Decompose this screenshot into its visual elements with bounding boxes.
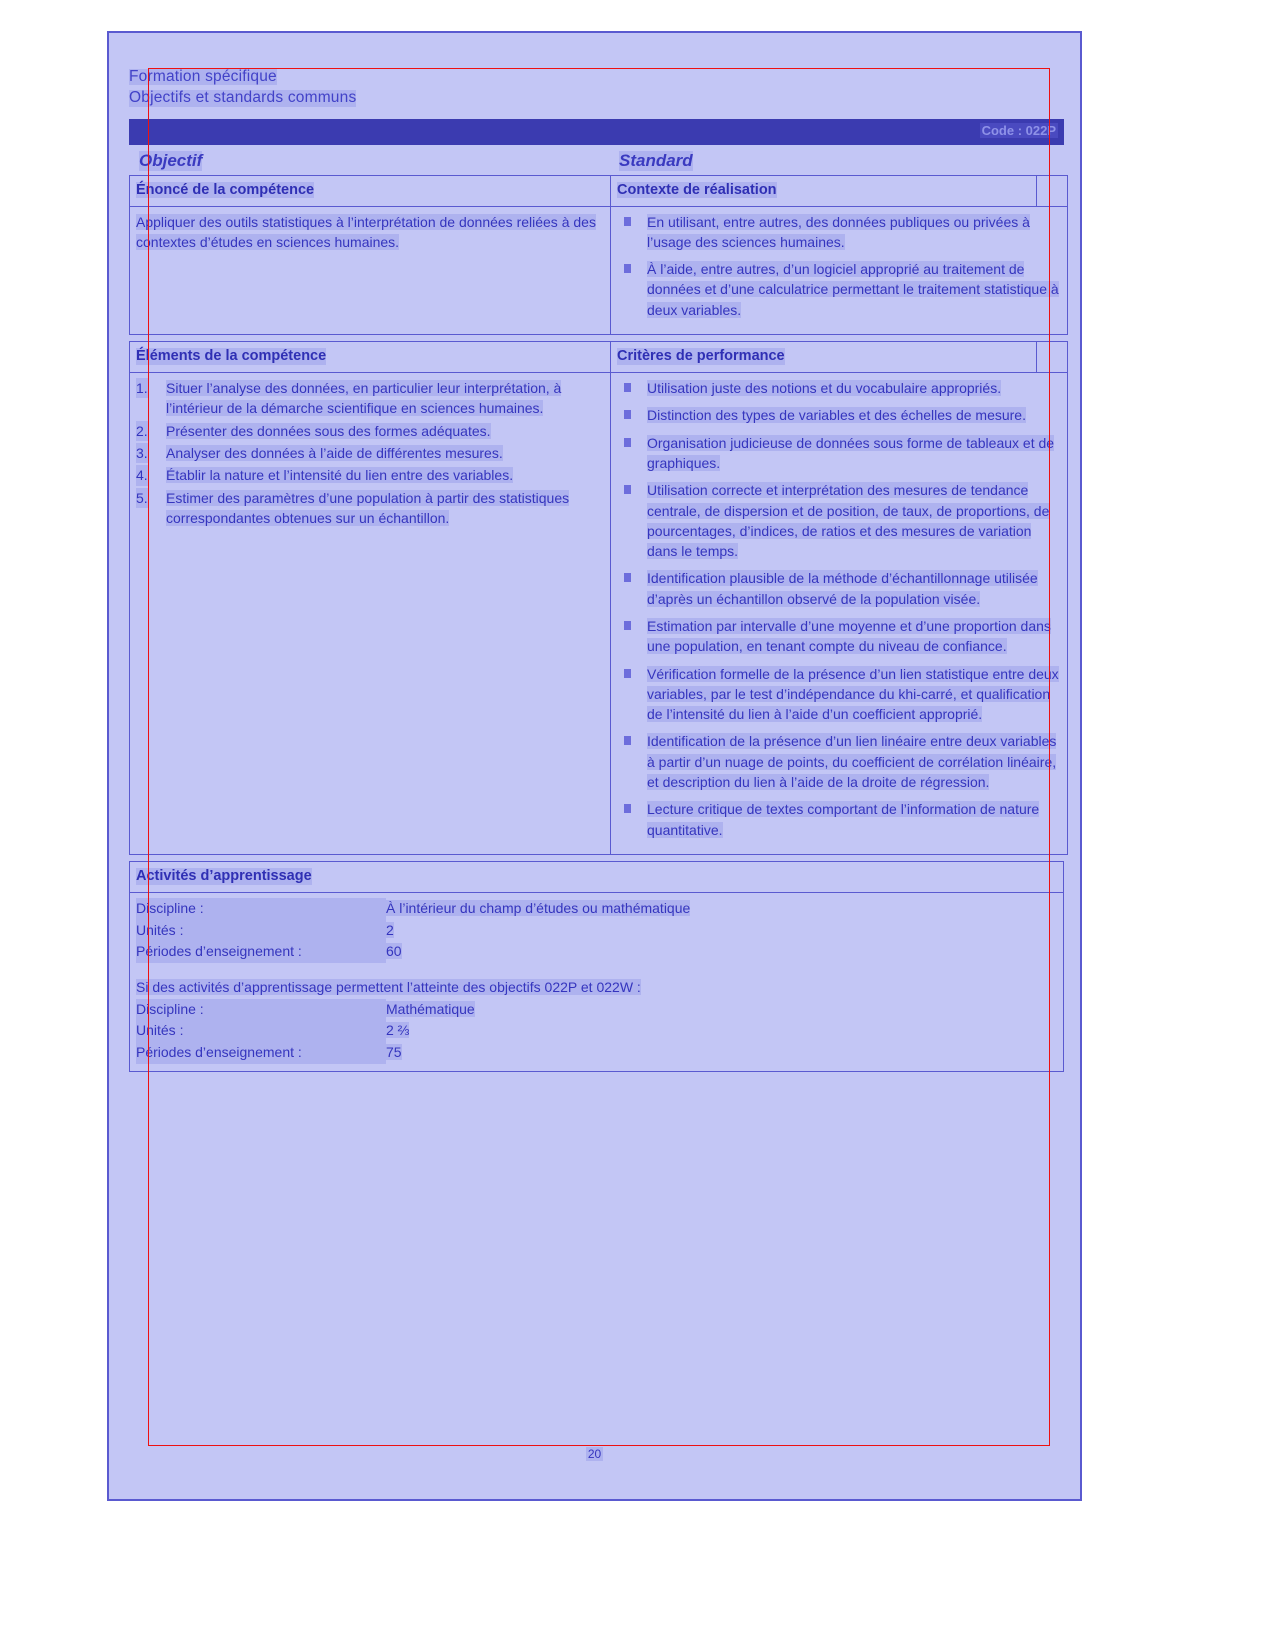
list-item: Utilisation correcte et interprétation des mesures de tendance centrale, de dispersion et de position, de taux, de proportions, de pourcentages, d’indices, de ratios et des mesures de variation dans le temps. <box>617 480 1061 561</box>
list-number: 2. <box>136 421 148 441</box>
header-block <box>129 68 1064 111</box>
enonce-text: Appliquer des outils statistiques à l’interprétation de données reliées à des contextes d’études en sciences humaines. <box>136 213 596 250</box>
document-page <box>107 31 1082 1501</box>
column-title-standard: Standard <box>619 150 693 170</box>
activites-body-row <box>130 892 1064 1071</box>
list-item: 2. Présenter des données sous des formes adéquates. <box>136 421 604 441</box>
contexte-heading: Contexte de réalisation <box>617 181 777 198</box>
header-line-objectifs: Objectifs et standards communs <box>129 89 357 107</box>
elements-table <box>129 341 1068 855</box>
bullet-icon <box>624 438 631 447</box>
bullet-icon <box>624 736 631 745</box>
activites-heading-row <box>130 861 1064 892</box>
enonce-heading: Énoncé de la compétence <box>136 181 315 198</box>
elements-heading-row <box>130 342 1068 373</box>
enonce-text-cell <box>130 207 610 260</box>
column-titles-row <box>129 151 1064 171</box>
activite-row-unites-2: Unités : 2 ⅔ <box>136 1020 1057 1042</box>
bullet-icon <box>624 383 631 392</box>
list-item: Vérification formelle de la présence d’un lien statistique entre deux variables, par le test d’indépendance du khi-carré, et qualification de l’intensité du lien à l’aide d’un coefficient approprié. <box>617 664 1061 725</box>
activites-heading: Activités d’apprentissage <box>136 867 312 884</box>
list-item: Distinction des types de variables et des échelles de mesure. <box>617 405 1061 425</box>
bullet-icon <box>624 621 631 630</box>
list-item: 4. Établir la nature et l’intensité du lien entre des variables. <box>136 465 604 485</box>
activite-row-unites-1: Unités : 2 <box>136 920 1057 942</box>
code-label: Code : 022P <box>981 122 1056 138</box>
elements-list-cell <box>130 373 610 537</box>
list-item: Organisation judicieuse de données sous forme de tableaux et de graphiques. <box>617 433 1061 474</box>
list-item: 1. Situer l’analyse des données, en particulier leur interprétation, à l’intérieur de la démarche scientifique en sciences humaines. <box>136 380 562 417</box>
list-item: Estimation par intervalle d’une moyenne et d’une proportion dans une population, en tenant compte du niveau de confiance. <box>617 616 1061 657</box>
elements-heading: Éléments de la compétence <box>136 348 327 365</box>
contexte-list <box>617 212 1061 320</box>
bullet-icon <box>624 485 631 494</box>
list-item: Utilisation juste des notions et du vocabulaire appropriés. <box>617 378 1061 398</box>
document-content <box>129 68 1064 1078</box>
bullet-icon <box>624 804 631 813</box>
bullet-icon <box>624 217 631 226</box>
list-item: Identification de la présence d’un lien linéaire entre deux variables à partir d’un nuage de points, du coefficient de corrélation linéaire, et description du lien à l’aide de la droite de régression. <box>617 731 1061 792</box>
activite-row-discipline-2: Discipline : Mathématique <box>136 999 1057 1021</box>
list-number: 1. <box>136 378 148 398</box>
contexte-list-cell <box>611 207 1067 334</box>
list-item: 5. Estimer des paramètres d’une population à partir des statistiques correspondantes obtenues sur un échantillon. <box>136 489 570 526</box>
bullet-icon <box>624 573 631 582</box>
list-item: En utilisant, entre autres, des données publiques ou privées à l’usage des sciences humaines. <box>617 212 1061 253</box>
competence-body-row <box>130 206 1068 334</box>
competence-heading-row <box>130 175 1068 206</box>
activites-body <box>130 893 1063 1071</box>
competence-table <box>129 175 1068 335</box>
criteres-heading: Critères de performance <box>617 348 785 365</box>
list-item: Lecture critique de textes comportant de l’information de nature quantitative. <box>617 799 1061 840</box>
activite-row-discipline-1: Discipline : À l’intérieur du champ d’études ou mathématique <box>136 898 1057 920</box>
header-line-formation: Formation spécifique <box>129 68 277 85</box>
list-item: Identification plausible de la méthode d’échantillonnage utilisée d’après un échantillon observé de la population visée. <box>617 568 1061 609</box>
criteres-list <box>617 378 1061 840</box>
list-item: 3. Analyser des données à l’aide de différentes mesures. <box>136 443 604 463</box>
activite-row-periodes-2: Périodes d’enseignement : 75 <box>136 1042 1057 1064</box>
activites-note: Si des activités d’apprentissage permettent l’atteinte des objectifs 022P et 022W : <box>136 979 641 996</box>
list-number: 5. <box>136 488 148 508</box>
elements-list <box>136 378 604 528</box>
page-number: 20 <box>587 1447 602 1461</box>
code-bar <box>129 119 1064 145</box>
criteres-list-cell <box>611 373 1067 854</box>
list-number: 4. <box>136 465 148 485</box>
activite-row-periodes-1: Périodes d’enseignement : 60 <box>136 941 1057 963</box>
list-number: 3. <box>136 443 148 463</box>
bullet-icon <box>624 669 631 678</box>
list-item: À l’aide, entre autres, d’un logiciel approprié au traitement de données et d’une calculatrice permettant le traitement statistique à deux variables. <box>617 259 1061 320</box>
column-title-objectif: Objectif <box>139 150 203 170</box>
bullet-icon <box>624 410 631 419</box>
activites-table <box>129 861 1064 1072</box>
bullet-icon <box>624 264 631 273</box>
elements-body-row <box>130 373 1068 855</box>
